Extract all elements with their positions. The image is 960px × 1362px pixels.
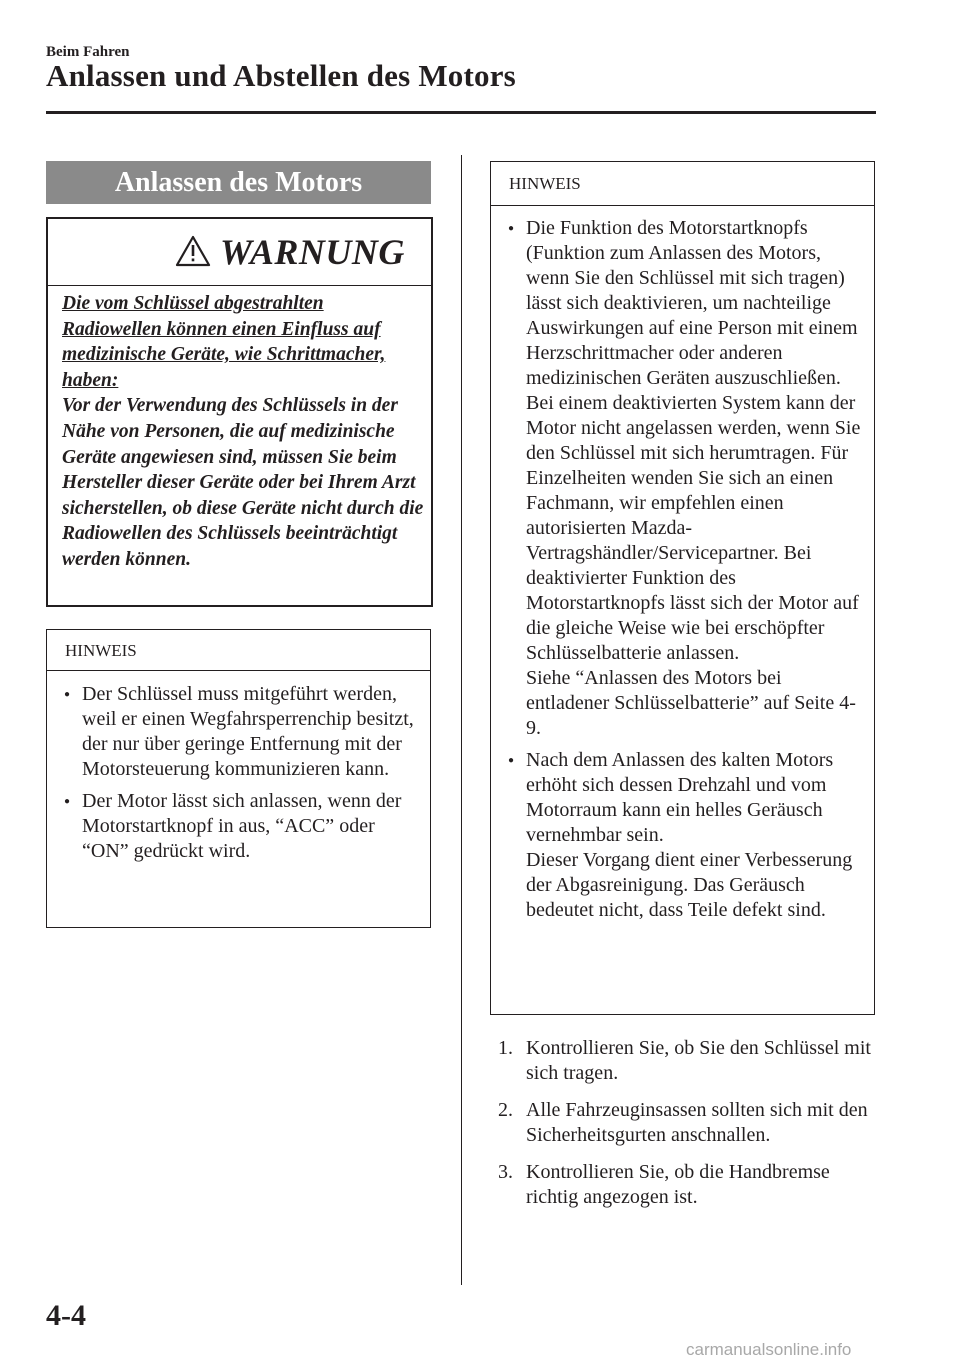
step-item — [490, 1160, 880, 1210]
warning-body — [62, 291, 424, 573]
note-paragraph: Dieser Vorgang dient einer Verbesserung der Abgasreinigung. Das Geräusch bedeutet nicht, dass Teile defekt sind. — [526, 849, 853, 921]
note-title: HINWEIS — [65, 641, 137, 660]
warning-box — [46, 217, 433, 607]
note-header — [47, 630, 430, 671]
note-item: ● Der Motor lässt sich anlassen, wenn der Motorstartknopf in aus, “ACC” oder “ON” gedrückt wird. — [47, 789, 430, 864]
note-paragraph: Siehe “Anlassen des Motors bei entladener Schlüsselbatterie” auf Seite 4-9. — [526, 667, 856, 739]
step-number: 3. — [498, 1161, 513, 1183]
step-item — [490, 1098, 880, 1148]
note-box-right — [490, 161, 875, 1015]
note-item: ● Der Schlüssel muss mitgeführt werden, weil er einen Wegfahrsperrenchip besitzt, der nur über geringe Entfernung mit der Motorsteuerung kommunizieren kann. — [47, 682, 430, 782]
note-item — [491, 748, 874, 923]
header-rule — [46, 111, 876, 114]
section-title: Anlassen des Motors — [46, 161, 431, 204]
step-number: 1. — [498, 1037, 513, 1059]
page-number: 4-4 — [46, 1299, 86, 1332]
note-paragraph: ● Nach dem Anlassen des kalten Motors erhöht sich dessen Drehzahl und vom Motorraum kann ein helles Geräusch vernehmbar sein. — [526, 749, 834, 846]
column-divider — [461, 155, 462, 1285]
warning-triangle-icon — [175, 235, 211, 267]
step-text: Alle Fahrzeuginsassen sollten sich mit den Sicherheitsgurten anschnallen. — [526, 1099, 868, 1146]
step-item — [490, 1036, 880, 1086]
note-item — [491, 216, 874, 741]
note-list — [47, 682, 430, 871]
note-box-left — [46, 629, 431, 928]
warning-header — [48, 219, 431, 286]
watermark: carmanualsonline.info — [686, 1340, 852, 1359]
section-label: Beim Fahren — [46, 44, 130, 60]
note-list — [491, 216, 874, 930]
note-header — [491, 162, 874, 206]
chapter-title: Anlassen und Abstellen des Motors — [46, 58, 516, 93]
step-text: Kontrollieren Sie, ob Sie den Schlüssel mit sich tragen. — [526, 1037, 871, 1084]
step-text: Kontrollieren Sie, ob die Handbremse richtig angezogen ist. — [526, 1161, 830, 1208]
step-number: 2. — [498, 1099, 513, 1121]
steps-list — [490, 1036, 880, 1222]
note-title: HINWEIS — [509, 174, 581, 193]
warning-title: WARNUNG — [220, 232, 405, 272]
note-paragraph: ● Die Funktion des Motorstartknopfs (Funktion zum Anlassen des Motors, wenn Sie den Schlüssel mit sich tragen) lässt sich deaktivieren, um nachteilige Auswirkungen auf eine Person mit einem Herzschrittmacher oder anderen medizinischen Geräten auszuschließen. Bei einem deaktivierten System kann der Motor nicht angelassen werden, wenn Sie den Schlüssel mit sich herumtragen. Für Einzelheiten wenden Sie sich an einen Fachmann, wir empfehlen einen autorisierten Mazda-Vertragshändler/Servicepartner. Bei deaktivierter Funktion des Motorstartknopfs lässt sich der Motor auf die gleiche Weise wie bei erschöpfter Schlüsselbatterie anlassen. — [526, 217, 861, 664]
warning-text: Vor der Verwendung des Schlüssels in der Nähe von Personen, die auf medizinische Geräte angewiesen sind, müssen Sie beim Hersteller dieser Geräte oder bei Ihrem Arzt sicherstellen, ob diese Geräte nicht durch die Radiowellen des Schlüssels beeinträchtigt werden können. — [62, 395, 424, 570]
warning-underlined-text: Die vom Schlüssel abgestrahlten Radiowellen können einen Einfluss auf medizinische Geräte, wie Schrittmacher, haben: — [62, 293, 386, 391]
